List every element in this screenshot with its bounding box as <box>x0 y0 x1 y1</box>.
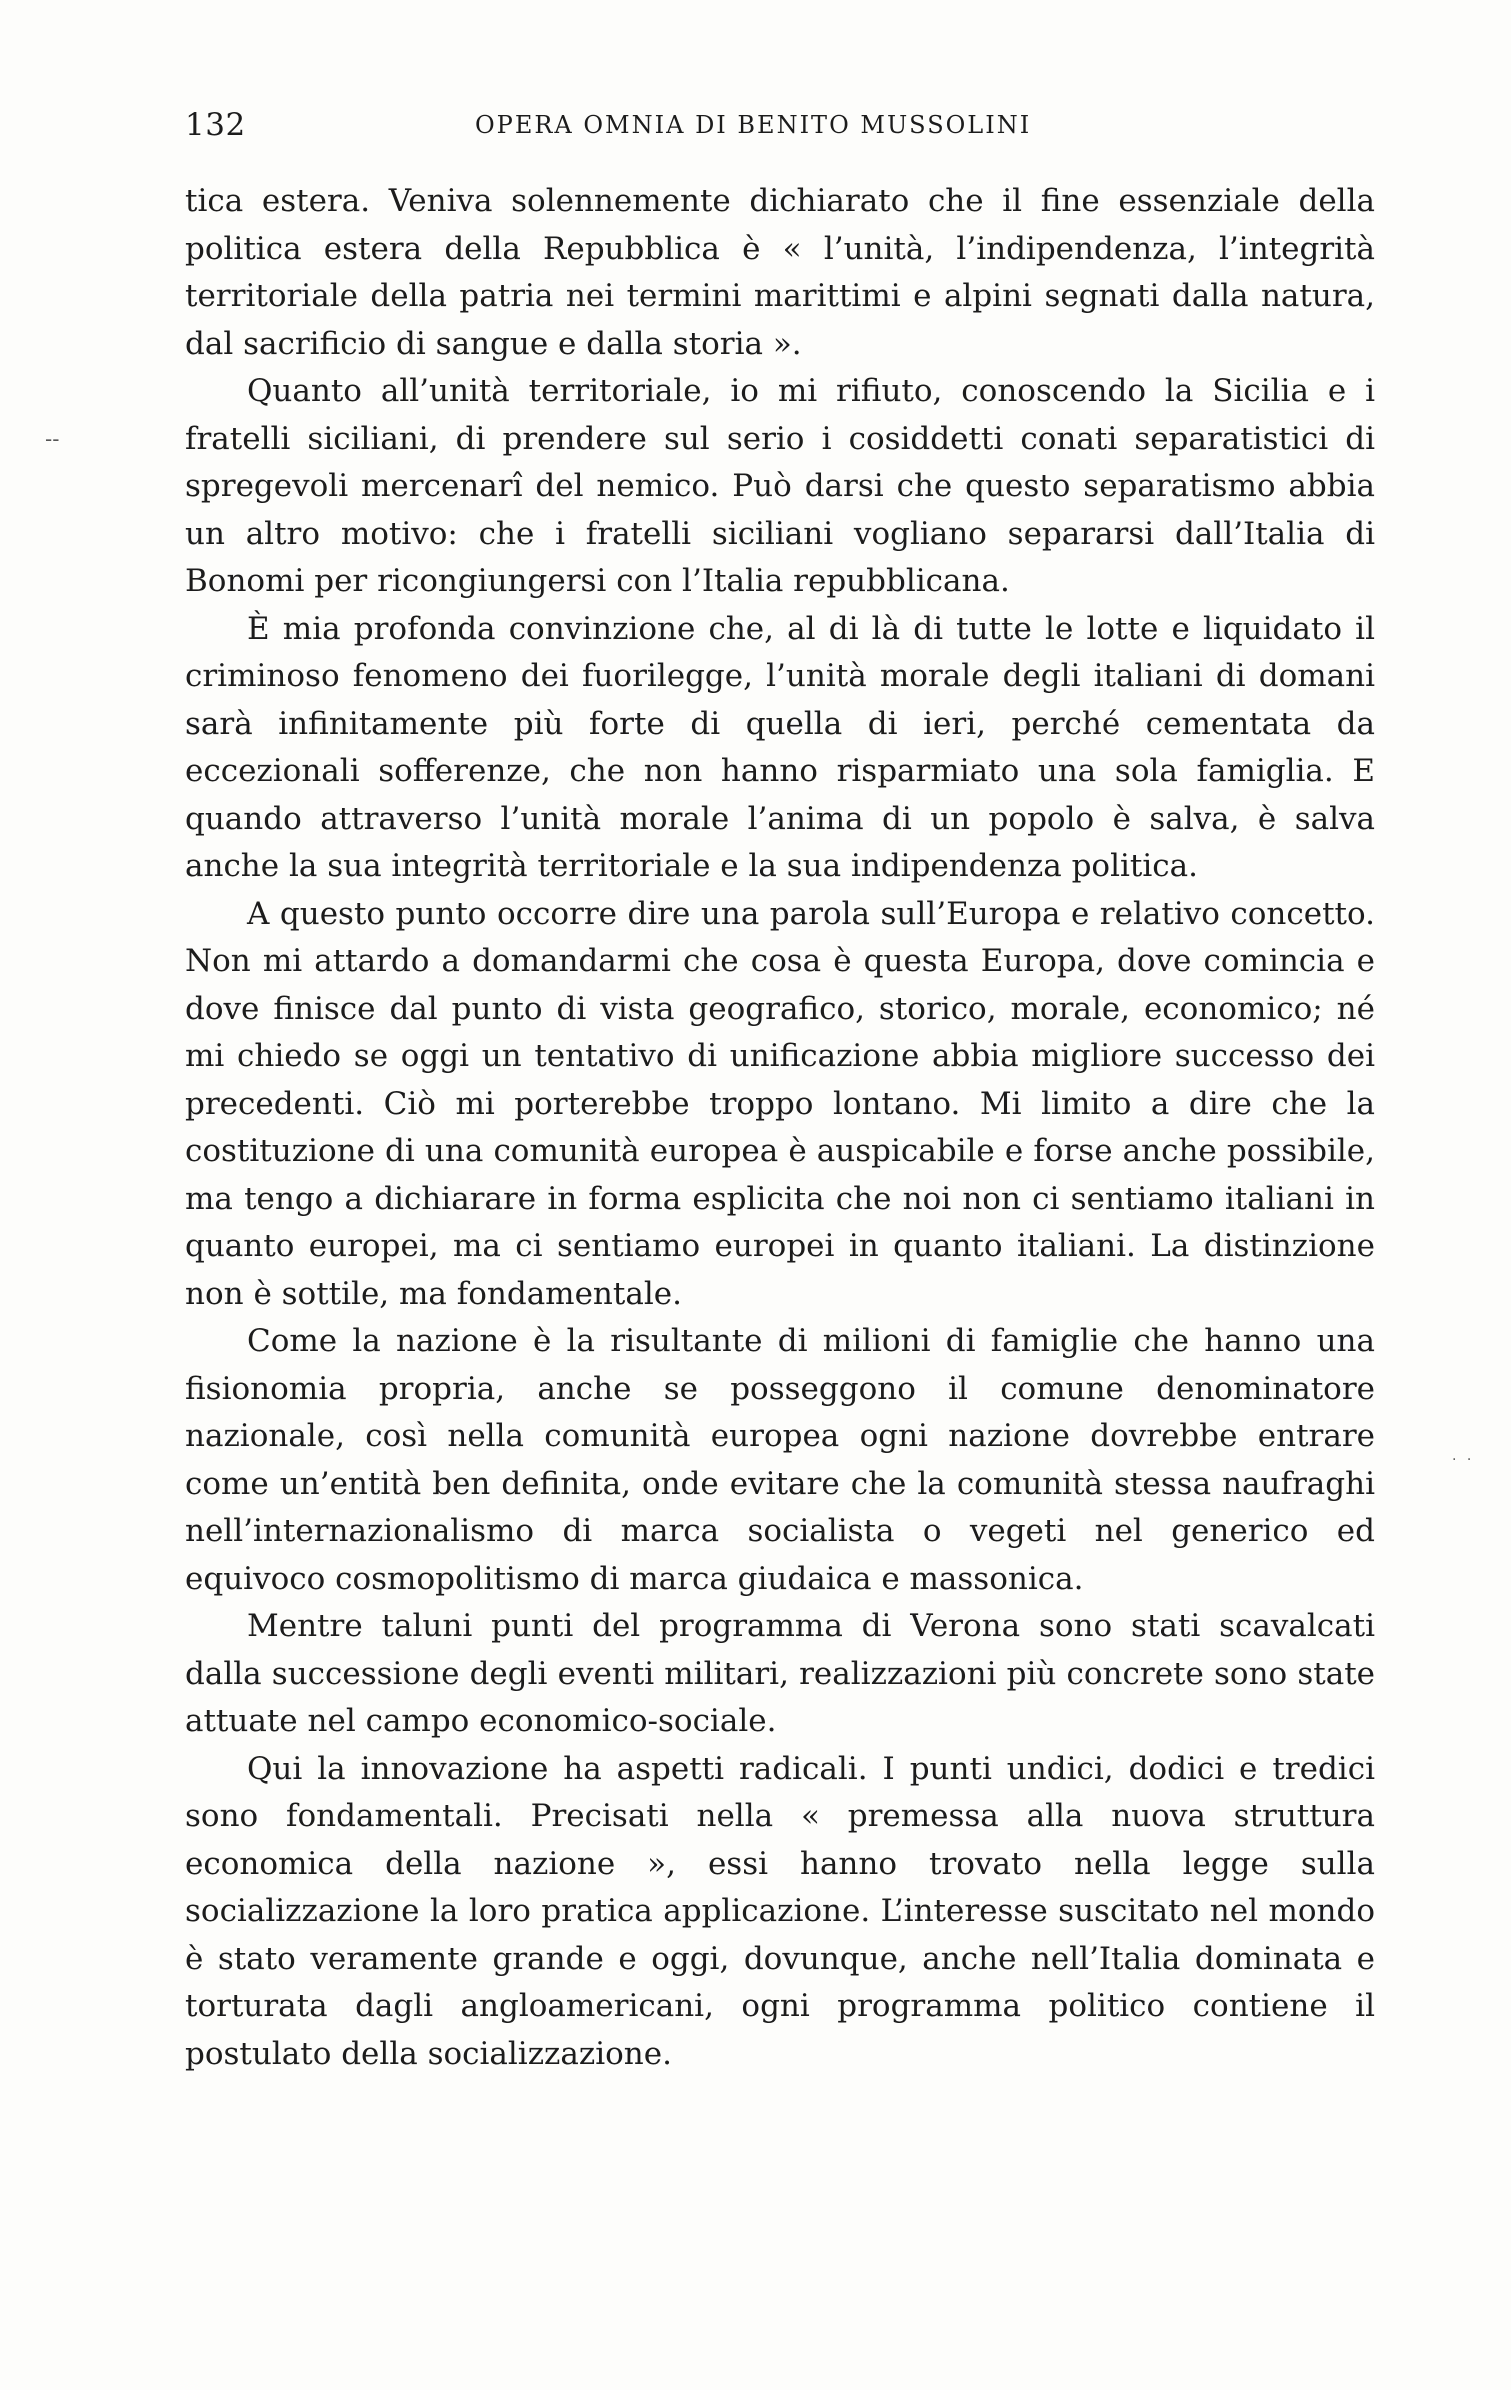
paragraph: Qui la innovazione ha aspetti radicali. I punti undici, dodici e tredici sono fondamentali. Precisati nella « premessa alla nuova struttura economica della nazione », essi hanno trovato nella legge sulla socializzazione la loro pratica applicazione. L’interesse suscitato nel mondo è stato veramente grande e oggi, dovunque, anche nell’Italia dominata e torturata dagli angloamericani, ogni programma politico contiene il postulato della socializzazione. <box>185 1750 1375 2072</box>
body-text <box>185 178 1375 2078</box>
margin-mark: -- <box>45 427 60 451</box>
paragraph: Come la nazione è la risultante di milioni di famiglie che hanno una fisionomia propria, anche se posseggono il comune denominatore nazionale, così nella comunità europea ogni nazione dovrebbe entrare come un’entità ben definita, onde evitare che la comunità stessa naufraghi nell’internazionalismo di marca socialista o vegeti nel generico ed equivoco cosmopolitismo di marca giudaica e massonica. <box>185 1323 1375 1597</box>
paragraph: Mentre taluni punti del programma di Verona sono stati scavalcati dalla successione degli eventi militari, realizzazioni più concrete sono state attuate nel campo economico-sociale. <box>185 1608 1375 1739</box>
page-number: 132 <box>185 107 246 143</box>
margin-mark: . . <box>1452 1448 1475 1464</box>
paragraph: A questo punto occorre dire una parola sull’Europa e relativo concetto. Non mi attardo a domandarmi che cosa è questa Europa, dove comincia e dove finisce dal punto di vista geografico, storico, morale, economico; né mi chiedo se oggi un tentativo di unificazione abbia migliore successo dei precedenti. Ciò mi porterebbe troppo lontano. Mi limito a dire che la costituzione di una comunità europea è auspicabile e forse anche possibile, ma tengo a dichiarare in forma esplicita che noi non ci sentiamo italiani in quanto europei, ma ci sentiamo europei in quanto italiani. La distinzione non è sottile, ma fondamentale. <box>185 895 1375 1312</box>
running-head: OPERA OMNIA DI BENITO MUSSOLINI <box>475 111 1032 139</box>
paragraph: tica estera. Veniva solennemente dichiarato che il fine essenziale della politica estera della Repubblica è « l’unità, l’indipendenza, l’integrità territoriale della patria nei termini marittimi e alpini segnati dalla natura, dal sacrificio di sangue e dalla storia ». <box>185 183 1375 362</box>
paragraph: Quanto all’unità territoriale, io mi rifiuto, conoscendo la Sicilia e i fratelli siciliani, di prendere sul serio i cosiddetti conati separatistici di spregevoli mercenarî del nemico. Può darsi che questo separatismo abbia un altro motivo: che i fratelli siciliani vogliano separarsi dall’Italia di Bonomi per ricongiungersi con l’Italia repubblicana. <box>185 373 1375 599</box>
page-header <box>185 100 1375 150</box>
paragraph: È mia profonda convinzione che, al di là di tutte le lotte e liquidato il criminoso fenomeno dei fuorilegge, l’unità morale degli italiani di domani sarà infinitamente più forte di quella di ieri, perché cementata da eccezionali sofferenze, che non hanno risparmiato una sola famiglia. E quando attraverso l’unità morale l’anima di un popolo è salva, è salva anche la sua integrità territoriale e la sua indipendenza politica. <box>185 610 1375 884</box>
